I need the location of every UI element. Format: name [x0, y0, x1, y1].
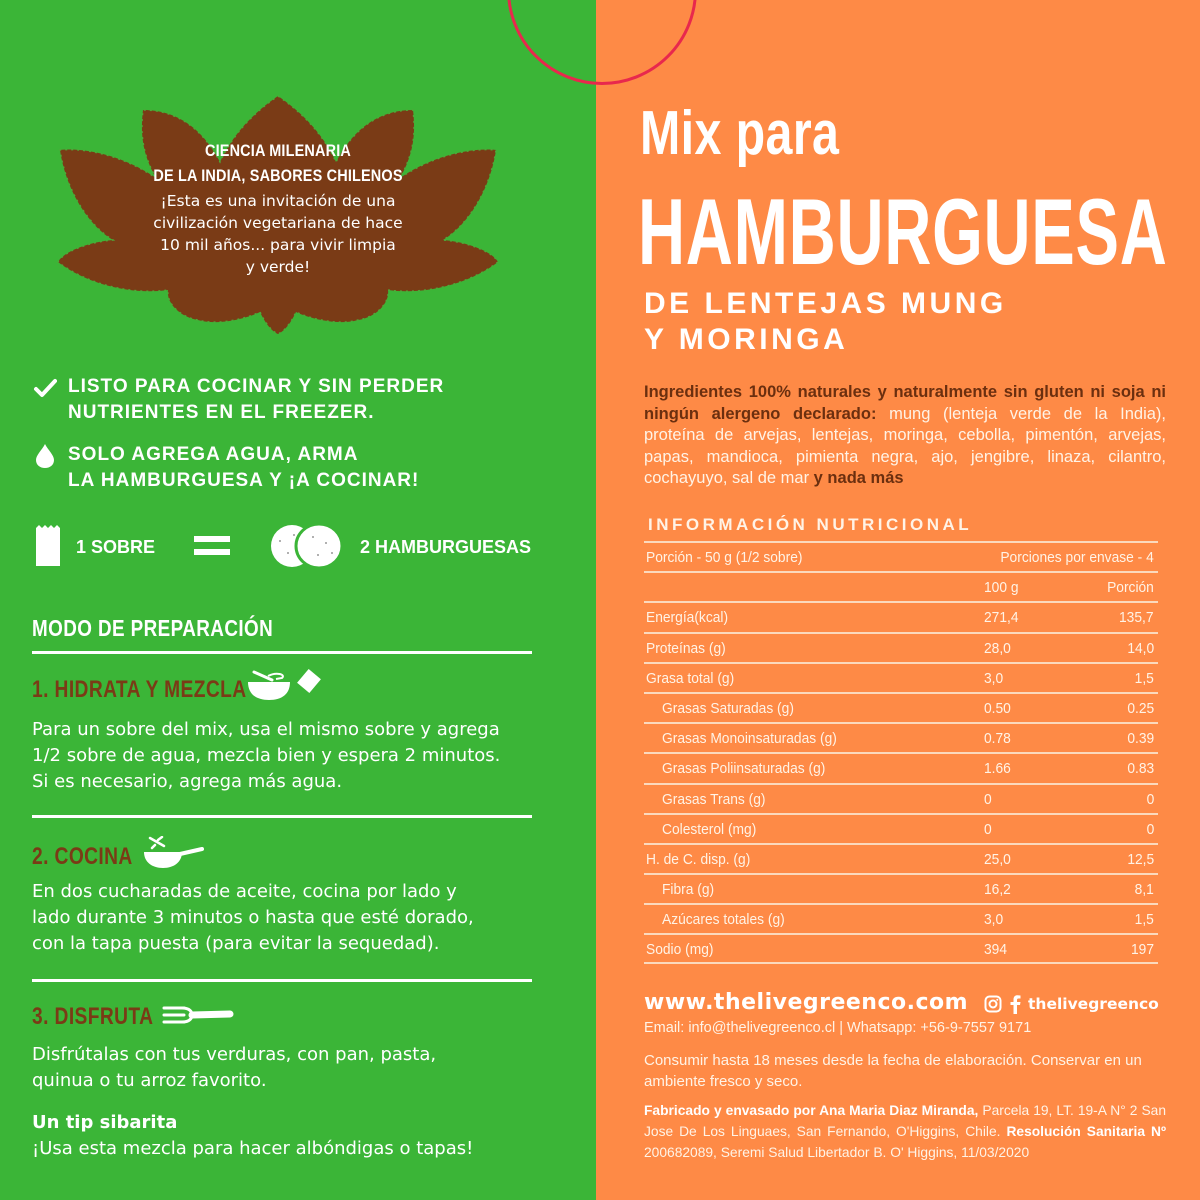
step-line: Disfrútalas con tus verduras, con pan, pasta, [32, 1044, 437, 1065]
value-per-portion: 0 [1146, 820, 1154, 838]
nutrition-table [644, 541, 1158, 964]
portions-per-pack: Porciones por envase - 4 [1000, 549, 1154, 566]
value-per-100g: 25,0 [984, 850, 1011, 868]
divider [32, 651, 532, 654]
value-per-100g: 0 [984, 790, 992, 808]
step-1-body [32, 717, 552, 795]
subtitle-line: Y MORINGA [644, 323, 849, 356]
table-row [644, 903, 1158, 933]
lotus-body-line: ¡Esta es una invitación de una [160, 192, 396, 210]
website-link[interactable]: www.thelivegreenco.com [644, 990, 969, 1015]
manufacturer-address: Parcela 19, LT. 19-A N° 2 San Jose De Los Linguaes, San Fernando, O'Higgins, Chile. [644, 1103, 1166, 1139]
product-title-line2: HAMBURGUESA [638, 179, 1168, 284]
step-3-body [32, 1042, 552, 1094]
feature-line: LA HAMBURGUESA Y ¡A COCINAR! [68, 470, 420, 491]
lotus-body [28, 190, 528, 278]
divider [32, 815, 532, 818]
value-per-portion: 197 [1130, 941, 1154, 959]
resolution-label: Resolución Sanitaria Nº [1006, 1124, 1166, 1139]
frying-pan-icon [142, 836, 204, 870]
nutrient-label: Grasas Saturadas (g) [662, 699, 794, 717]
lotus-body-line: 10 mil años... para vivir limpia [160, 236, 396, 254]
column-header-100g: 100 g [984, 579, 1019, 597]
sachet-equivalence [34, 524, 554, 568]
burger-patties-icon [268, 523, 344, 569]
check-icon [32, 375, 58, 401]
table-row [644, 813, 1158, 843]
nutrient-label: Proteínas (g) [646, 639, 726, 657]
nutrient-label: Energía(kcal) [646, 609, 729, 627]
portion-size: Porción - 50 g (1/2 sobre) [646, 549, 803, 566]
value-per-100g: 394 [984, 941, 1008, 959]
step-2-body [32, 879, 552, 957]
value-per-100g: 1.66 [984, 760, 1011, 778]
step-line: quinua o tu arroz favorito. [32, 1070, 267, 1091]
value-per-portion: 0 [1146, 790, 1154, 808]
table-row [644, 873, 1158, 903]
table-row [644, 662, 1158, 692]
resolution-details: 200682089, Seremi Salud Libertador B. O' Higgins, 11/03/2020 [644, 1145, 1030, 1160]
step-line: 1/2 sobre de agua, mezcla bien y espera 2 minutos. [32, 745, 501, 766]
tip-body: ¡Usa esta mezcla para hacer albóndigas o tapas! [32, 1138, 474, 1159]
step-line: lado durante 3 minutos o hasta que esté dorado, [32, 907, 474, 928]
social-handle[interactable]: thelivegreenco [1028, 995, 1159, 1013]
value-per-portion: 8,1 [1134, 881, 1154, 899]
burgers-label: 2 HAMBURGUESAS [360, 537, 532, 557]
nutrient-label: H. de C. disp. (g) [646, 850, 751, 868]
value-per-portion: 14,0 [1127, 639, 1154, 657]
step-line: Para un sobre del mix, usa el mismo sobre y agrega [32, 719, 500, 740]
value-per-portion: 0.83 [1127, 760, 1154, 778]
instagram-icon[interactable] [984, 995, 1002, 1013]
storage-info: Consumir hasta 18 meses desde la fecha de elaboración. Conservar en un ambiente fresco y seco. [644, 1052, 1142, 1090]
facebook-icon[interactable] [1008, 994, 1022, 1014]
value-per-portion: 1,5 [1134, 669, 1154, 687]
column-header-portion: Porción [1107, 579, 1154, 597]
nutrient-label: Grasas Poliinsaturadas (g) [662, 760, 826, 778]
ingredients-lead: Ingredientes 100% naturales y naturalmente sin gluten ni soja ni ningún alergeno declarado: [644, 383, 1166, 423]
value-per-100g: 0.50 [984, 699, 1011, 717]
left-panel [0, 0, 596, 1200]
feature-water [32, 442, 419, 494]
nutrient-label: Grasas Trans (g) [662, 790, 766, 808]
step-1-title: 1. HIDRATA Y MEZCLA [32, 676, 247, 703]
step-3-title: 3. DISFRUTA [32, 1003, 154, 1030]
step-line: Si es necesario, agrega más agua. [32, 771, 343, 792]
manufacturer-info [644, 1100, 1166, 1163]
preparation-title: MODO DE PREPARACIÓN [32, 615, 274, 641]
value-per-portion: 12,5 [1127, 850, 1154, 868]
right-panel [596, 0, 1200, 1200]
ingredients-list: mung (lenteja verde de la India), proteína de arvejas, lentejas, moringa, cebolla, pimentón, arvejas, papas, mandioca, pimienta negra, ajo, jengibre, linaza, cilantro, cochayuyo, sal de mar [644, 404, 1166, 487]
feature-line: SOLO AGREGA AGUA, ARMA [68, 444, 359, 465]
step-line: En dos cucharadas de aceite, cocina por lado y [32, 881, 457, 902]
ingredients-text [644, 382, 1166, 490]
sachet-label: 1 SOBRE [76, 537, 156, 557]
value-per-portion: 135,7 [1119, 609, 1154, 627]
social-links [984, 994, 1159, 1014]
nutrition-title: INFORMACIÓN NUTRICIONAL [648, 515, 973, 534]
table-row [644, 752, 1158, 782]
nutrient-label: Grasa total (g) [646, 669, 735, 687]
value-per-100g: 271,4 [984, 609, 1019, 627]
step-2-title: 2. COCINA [32, 843, 133, 870]
lotus-title-line2: DE LA INDIA, SABORES CHILENOS [153, 166, 403, 185]
value-per-100g: 16,2 [984, 881, 1011, 899]
table-row [644, 692, 1158, 722]
water-drop-icon [32, 443, 58, 469]
lotus-title-line1: CIENCIA MILENARIA [204, 141, 352, 160]
value-per-portion: 0.25 [1127, 699, 1154, 717]
contact-info: Email: info@thelivegreenco.cl | Whatsapp: +56-9-7557 9171 [644, 1020, 1032, 1036]
table-row [644, 933, 1158, 963]
equals-icon [194, 536, 230, 556]
tip-title: Un tip sibarita [32, 1112, 178, 1133]
table-row [644, 632, 1158, 662]
table-row [644, 722, 1158, 752]
table-row [644, 843, 1158, 873]
value-per-100g: 0 [984, 820, 992, 838]
subtitle-line: DE LENTEJAS MUNG [644, 287, 1007, 320]
portion-row [644, 541, 1158, 571]
product-title-line1: Mix para [640, 99, 840, 168]
fork-icon [162, 1004, 234, 1028]
feature-line: NUTRIENTES EN EL FREEZER. [68, 402, 375, 423]
table-row [644, 601, 1158, 631]
value-per-portion: 1,5 [1134, 911, 1154, 929]
mixing-bowl-icon [246, 668, 326, 702]
sachet-icon [34, 524, 62, 568]
nutrient-label: Fibra (g) [662, 881, 715, 899]
value-per-100g: 28,0 [984, 639, 1011, 657]
table-header-row [644, 571, 1158, 601]
nutrient-label: Colesterol (mg) [662, 820, 757, 838]
nutrient-label: Sodio (mg) [646, 941, 714, 959]
divider [32, 979, 532, 982]
value-per-portion: 0.39 [1127, 730, 1154, 748]
value-per-100g: 3,0 [984, 669, 1004, 687]
product-subtitle [644, 286, 1007, 358]
nutrient-label: Azúcares totales (g) [662, 911, 785, 929]
table-row [644, 783, 1158, 813]
value-per-100g: 0.78 [984, 730, 1011, 748]
lotus-badge [28, 90, 528, 335]
step-line: con la tapa puesta (para evitar la sequedad). [32, 933, 440, 954]
value-per-100g: 3,0 [984, 911, 1004, 929]
ingredients-tail: y nada más [813, 469, 904, 487]
manufacturer-name: Fabricado y envasado por Ana Maria Diaz Miranda, [644, 1103, 979, 1118]
feature-line: LISTO PARA COCINAR Y SIN PERDER [68, 376, 445, 397]
feature-freezer [32, 374, 444, 426]
nutrient-label: Grasas Monoinsaturadas (g) [662, 730, 837, 748]
lotus-body-line: civilización vegetariana de hace [153, 214, 403, 232]
lotus-body-line: y verde! [245, 258, 311, 276]
